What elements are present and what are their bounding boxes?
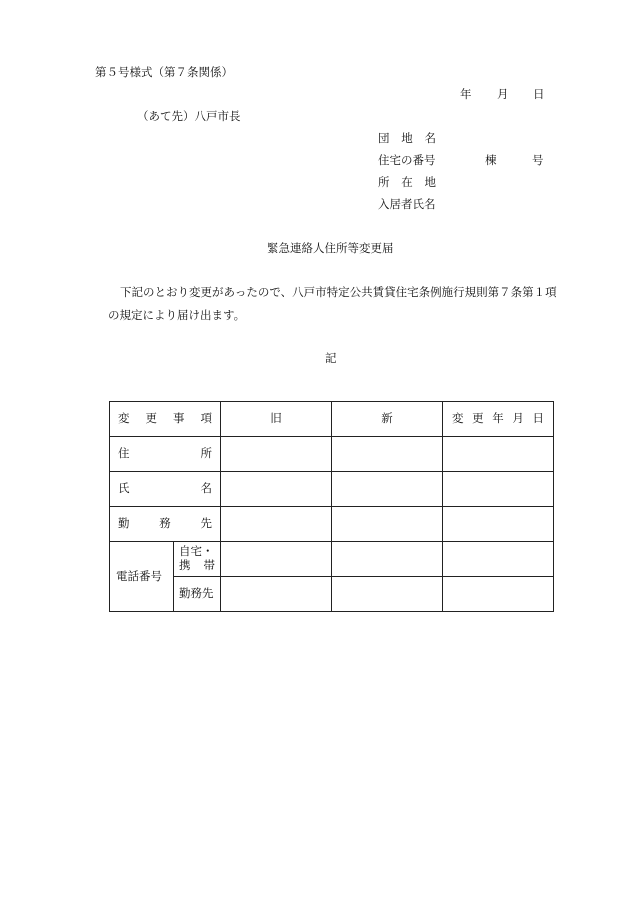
body-line-1: 下記のとおり変更があったので、八戸市特定公共賃貸住宅条例施行規則第７条第１項 (120, 285, 557, 299)
cell-address-new (332, 437, 443, 472)
cell-workplace-new (332, 507, 443, 542)
row-sublabel-phone-work: 勤務先 (174, 577, 221, 612)
table-row-phone-home (110, 542, 554, 577)
complex-name-label: 団 地 名 (378, 131, 436, 145)
cell-phone-home-new (332, 542, 443, 577)
date-day-label: 日 (533, 87, 545, 101)
row-label-workplace: 勤 務 先 (110, 507, 221, 542)
body-line-2: の規定により届け出ます。 (108, 308, 246, 322)
header-old: 旧 (221, 402, 332, 437)
table-row-name (110, 472, 554, 507)
row-label-phone: 電話番号 (110, 542, 174, 612)
date-year-label: 年 (460, 87, 472, 101)
cell-phone-home-date (443, 542, 554, 577)
ki-marker: 記 (325, 351, 337, 365)
location-label: 所 在 地 (378, 175, 436, 189)
date-month-label: 月 (497, 87, 509, 101)
row-label-name: 氏 名 (110, 472, 221, 507)
cell-phone-work-new (332, 577, 443, 612)
table-row-phone-work (110, 577, 554, 612)
cell-phone-work-old (221, 577, 332, 612)
cell-address-old (221, 437, 332, 472)
document-title: 緊急連絡人住所等変更届 (267, 241, 394, 255)
cell-workplace-date (443, 507, 554, 542)
resident-name-label: 入居者氏名 (378, 197, 436, 211)
form-number: 第５号様式（第７条関係） (95, 65, 233, 79)
row-sublabel-phone-home: 自宅・ 携 帯 (174, 542, 221, 577)
addressee: （あて先）八戸市長 (137, 109, 241, 123)
number-unit: 号 (532, 153, 544, 167)
table-row-workplace (110, 507, 554, 542)
cell-name-old (221, 472, 332, 507)
cell-phone-home-old (221, 542, 332, 577)
cell-address-date (443, 437, 554, 472)
header-item: 変 更 事 項 (110, 402, 221, 437)
cell-name-new (332, 472, 443, 507)
cell-phone-work-date (443, 577, 554, 612)
cell-workplace-old (221, 507, 332, 542)
table-header-row (110, 402, 554, 437)
row-label-address: 住 所 (110, 437, 221, 472)
unit-number-label: 住宅の番号 (378, 153, 436, 167)
building-unit: 棟 (485, 153, 497, 167)
cell-name-date (443, 472, 554, 507)
change-table (109, 401, 554, 612)
header-date: 変 更 年 月 日 (443, 402, 554, 437)
header-new: 新 (332, 402, 443, 437)
table-row-address (110, 437, 554, 472)
